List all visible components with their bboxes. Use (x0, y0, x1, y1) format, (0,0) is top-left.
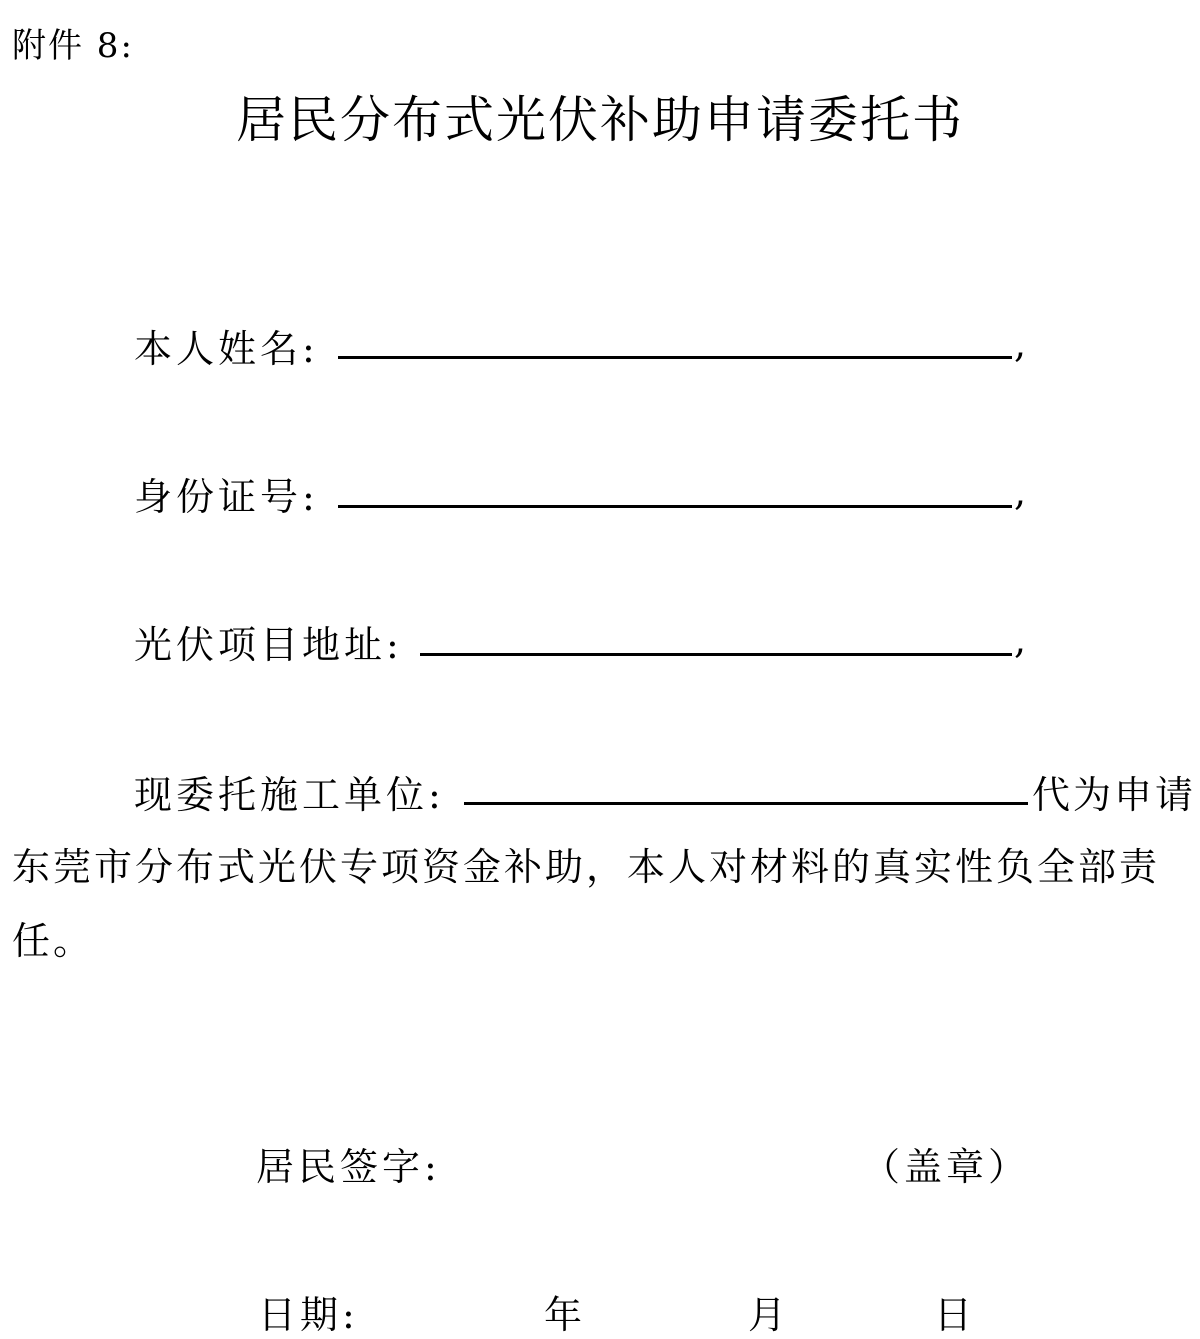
resident-signature-label: 居民签字: (256, 1145, 441, 1189)
project-address-comma: , (1014, 618, 1027, 662)
name-label: 本人姓名: (134, 327, 319, 371)
statement-line3: 任。 (12, 919, 95, 963)
page-title: 居民分布式光伏补助申请委托书 (236, 91, 964, 149)
project-address-field[interactable] (420, 653, 1012, 656)
id-number-label: 身份证号: (134, 475, 319, 519)
seal-label: （盖章） (862, 1145, 1031, 1189)
name-field[interactable] (338, 356, 1012, 359)
name-comma: , (1014, 322, 1027, 366)
id-number-comma: , (1014, 470, 1027, 514)
statement-line2: 东莞市分布式光伏专项资金补助，本人对材料的真实性负全部责 (12, 845, 1161, 889)
year-label: 年 (544, 1293, 587, 1337)
statement-line1-suffix: 代为申请 (1032, 773, 1197, 817)
project-address-label: 光伏项目地址: (134, 623, 403, 667)
date-label: 日期: (258, 1293, 359, 1337)
contractor-label: 现委托施工单位: (134, 773, 445, 817)
day-label: 日 (934, 1293, 977, 1337)
id-number-field[interactable] (338, 505, 1012, 508)
contractor-field[interactable] (464, 802, 1028, 805)
attachment-label: 附件 8: (12, 26, 134, 66)
month-label: 月 (748, 1293, 791, 1337)
